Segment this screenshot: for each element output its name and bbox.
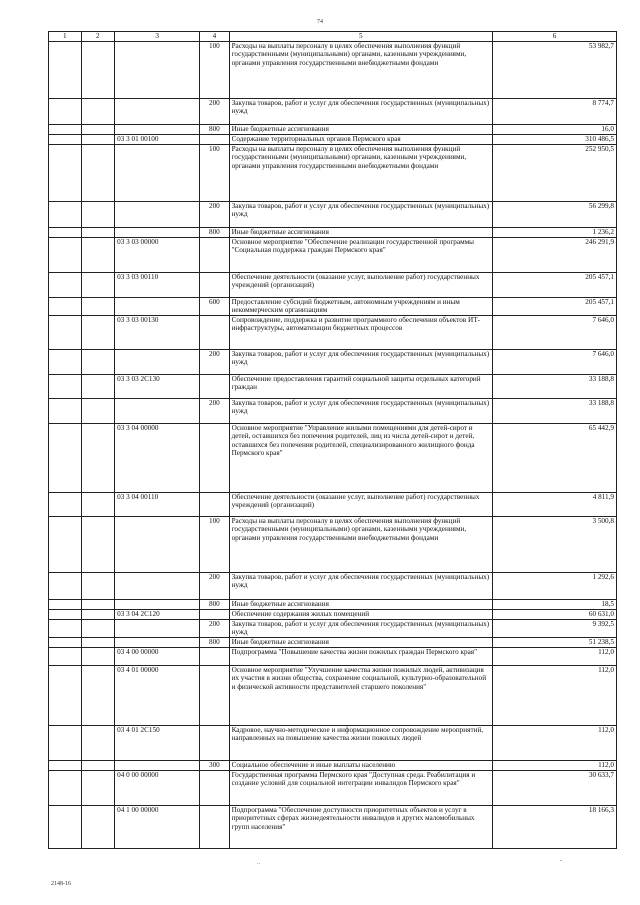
table-row xyxy=(49,805,617,848)
table-row xyxy=(49,600,617,610)
cell-name: Сопровождение, поддержка и развитие программного обеспечения объектов ИТ-инфраструктуры, автоматизации бюджетных процессов xyxy=(229,316,493,350)
cell-amount: 7 646,0 xyxy=(493,350,617,375)
cell-section xyxy=(49,493,82,517)
table-row xyxy=(49,238,617,273)
cell-amount: 1 292,6 xyxy=(493,573,617,600)
cell-subsection xyxy=(81,273,115,298)
cell-amount: 16,0 xyxy=(493,125,617,135)
table-row xyxy=(49,125,617,135)
table-row xyxy=(49,375,617,399)
cell-section xyxy=(49,99,82,125)
cell-subsection xyxy=(81,493,115,517)
table-row xyxy=(49,145,617,202)
cell-section xyxy=(49,135,82,145)
cell-section xyxy=(49,350,82,375)
cell-amount: 4 811,9 xyxy=(493,493,617,517)
cell-target-code: 04 0 00 00000 xyxy=(115,770,200,805)
table-row xyxy=(49,760,617,770)
cell-amount: 18,5 xyxy=(493,600,617,610)
cell-section xyxy=(49,399,82,424)
cell-amount: 1 236,2 xyxy=(493,228,617,238)
column-header: 6 xyxy=(493,32,617,42)
cell-subsection xyxy=(81,637,115,647)
cell-subsection xyxy=(81,145,115,202)
cell-expense-type: 200 xyxy=(200,350,229,375)
cell-name: Обеспечение предоставления гарантий социальной защиты отдельных категорий граждан xyxy=(229,375,493,399)
cell-name: Социальное обеспечение и иные выплаты населению xyxy=(229,760,493,770)
cell-subsection xyxy=(81,770,115,805)
cell-expense-type xyxy=(200,273,229,298)
cell-subsection xyxy=(81,610,115,620)
cell-name: Расходы на выплаты персоналу в целях обеспечения выполнения функций государственными (муниципальными) органами, казенными учреждениями, органами управления государственными внебюджетными фондами xyxy=(229,517,493,573)
cell-name: Иные бюджетные ассигнования xyxy=(229,228,493,238)
cell-amount: 112,0 xyxy=(493,647,617,665)
cell-section xyxy=(49,125,82,135)
column-header: 5 xyxy=(229,32,493,42)
cell-expense-type xyxy=(200,135,229,145)
cell-name: Иные бюджетные ассигнования xyxy=(229,600,493,610)
cell-name: Обеспечение содержания жилых помещений xyxy=(229,610,493,620)
cell-expense-type xyxy=(200,770,229,805)
table-row xyxy=(49,135,617,145)
cell-target-code: 03 3 04 00110 xyxy=(115,493,200,517)
table-row xyxy=(49,228,617,238)
table-row xyxy=(49,725,617,760)
cell-target-code: 04 1 00 00000 xyxy=(115,805,200,848)
cell-expense-type: 200 xyxy=(200,399,229,424)
table-row xyxy=(49,99,617,125)
cell-name: Основное мероприятие "Улучшение качества жизни пожилых людей, активизация их участия в жизни общества, сохранение социальной, культурно-образовательной и физической активности представителей старшего поколения" xyxy=(229,665,493,725)
cell-expense-type xyxy=(200,610,229,620)
cell-name: Закупка товаров, работ и услуг для обеспечения государственных (муниципальных) нужд xyxy=(229,399,493,424)
cell-name: Расходы на выплаты персоналу в целях обеспечения выполнения функций государственными (муниципальными) органами, казенными учреждениями, органами управления государственными внебюджетными фондами xyxy=(229,42,493,99)
table-row xyxy=(49,665,617,725)
cell-subsection xyxy=(81,760,115,770)
cell-expense-type: 800 xyxy=(200,637,229,647)
cell-name: Подпрограмма "Обеспечение доступности приоритетных объектов и услуг в приоритетных сферах жизнедеятельности инвалидов и других маломобильных групп населения" xyxy=(229,805,493,848)
cell-name: Закупка товаров, работ и услуг для обеспечения государственных (муниципальных) нужд xyxy=(229,573,493,600)
cell-subsection xyxy=(81,424,115,493)
page-number: 74 xyxy=(317,19,323,25)
cell-subsection xyxy=(81,135,115,145)
cell-name: Закупка товаров, работ и услуг для обеспечения государственных (муниципальных) нужд xyxy=(229,620,493,638)
cell-amount: 252 950,5 xyxy=(493,145,617,202)
cell-amount: 51 238,5 xyxy=(493,637,617,647)
cell-subsection xyxy=(81,805,115,848)
table-row xyxy=(49,517,617,573)
column-header: 2 xyxy=(81,32,115,42)
cell-expense-type: 200 xyxy=(200,573,229,600)
cell-section xyxy=(49,202,82,228)
cell-target-code xyxy=(115,42,200,99)
cell-target-code: 03 4 00 00000 xyxy=(115,647,200,665)
table-row xyxy=(49,610,617,620)
cell-expense-type: 800 xyxy=(200,600,229,610)
table-row xyxy=(49,770,617,805)
cell-section xyxy=(49,610,82,620)
cell-subsection xyxy=(81,647,115,665)
cell-expense-type xyxy=(200,725,229,760)
cell-amount: 112,0 xyxy=(493,760,617,770)
cell-target-code: 03 3 03 2С130 xyxy=(115,375,200,399)
cell-name: Иные бюджетные ассигнования xyxy=(229,125,493,135)
column-number-row xyxy=(49,32,617,42)
cell-target-code xyxy=(115,760,200,770)
cell-name: Иные бюджетные ассигнования xyxy=(229,637,493,647)
cell-expense-type: 100 xyxy=(200,517,229,573)
table-row xyxy=(49,273,617,298)
cell-subsection xyxy=(81,99,115,125)
cell-target-code: 03 3 01 00100 xyxy=(115,135,200,145)
cell-section xyxy=(49,424,82,493)
cell-subsection xyxy=(81,725,115,760)
cell-amount: 56 299,8 xyxy=(493,202,617,228)
cell-target-code: 03 4 01 2С150 xyxy=(115,725,200,760)
cell-amount: 112,0 xyxy=(493,725,617,760)
cell-name: Подпрограмма "Повышение качества жизни пожилых граждан Пермского края" xyxy=(229,647,493,665)
cell-expense-type: 100 xyxy=(200,42,229,99)
cell-section xyxy=(49,316,82,350)
cell-expense-type xyxy=(200,375,229,399)
cell-target-code: 03 4 01 00000 xyxy=(115,665,200,725)
cell-expense-type xyxy=(200,316,229,350)
cell-expense-type xyxy=(200,493,229,517)
cell-target-code xyxy=(115,600,200,610)
cell-expense-type xyxy=(200,647,229,665)
cell-target-code xyxy=(115,399,200,424)
cell-amount: 8 774,7 xyxy=(493,99,617,125)
cell-expense-type xyxy=(200,665,229,725)
cell-subsection xyxy=(81,202,115,228)
cell-expense-type xyxy=(200,805,229,848)
cell-target-code xyxy=(115,298,200,316)
cell-target-code xyxy=(115,145,200,202)
cell-expense-type: 800 xyxy=(200,125,229,135)
cell-target-code xyxy=(115,125,200,135)
cell-name: Обеспечение деятельности (оказание услуг, выполнение работ) государственных учреждений (организаций) xyxy=(229,273,493,298)
cell-amount: 18 166,3 xyxy=(493,805,617,848)
cell-amount: 60 631,0 xyxy=(493,610,617,620)
cell-amount: 112,0 xyxy=(493,665,617,725)
cell-expense-type: 200 xyxy=(200,620,229,638)
cell-section xyxy=(49,647,82,665)
table-row xyxy=(49,424,617,493)
cell-subsection xyxy=(81,298,115,316)
cell-expense-type xyxy=(200,424,229,493)
cell-section xyxy=(49,760,82,770)
cell-section xyxy=(49,573,82,600)
cell-target-code xyxy=(115,350,200,375)
cell-section xyxy=(49,725,82,760)
cell-subsection xyxy=(81,350,115,375)
cell-section xyxy=(49,238,82,273)
cell-amount: 7 646,0 xyxy=(493,316,617,350)
cell-target-code: 03 3 03 00110 xyxy=(115,273,200,298)
cell-subsection xyxy=(81,316,115,350)
table-row xyxy=(49,399,617,424)
cell-subsection xyxy=(81,228,115,238)
cell-amount: 205 457,1 xyxy=(493,273,617,298)
cell-subsection xyxy=(81,375,115,399)
cell-amount: 33 188,8 xyxy=(493,399,617,424)
column-header: 1 xyxy=(49,32,82,42)
cell-amount: 246 291,9 xyxy=(493,238,617,273)
cell-section xyxy=(49,298,82,316)
cell-expense-type xyxy=(200,238,229,273)
cell-expense-type: 200 xyxy=(200,99,229,125)
cell-name: Закупка товаров, работ и услуг для обеспечения государственных (муниципальных) нужд xyxy=(229,350,493,375)
table-row xyxy=(49,42,617,99)
cell-name: Государственная программа Пермского края "Доступная среда. Реабилитация и создание условий для социальной интеграции инвалидов Пермского края" xyxy=(229,770,493,805)
cell-section xyxy=(49,770,82,805)
cell-name: Расходы на выплаты персоналу в целях обеспечения выполнения функций государственными (муниципальными) органами, казенными учреждениями, органами управления государственными внебюджетными фондами xyxy=(229,145,493,202)
cell-amount: 65 442,9 xyxy=(493,424,617,493)
table-row xyxy=(49,202,617,228)
cell-amount: 205 457,1 xyxy=(493,298,617,316)
cell-name: Обеспечение деятельности (оказание услуг, выполнение работ) государственных учреждений (организаций) xyxy=(229,493,493,517)
cell-section xyxy=(49,42,82,99)
cell-amount: 53 982,7 xyxy=(493,42,617,99)
cell-name: Закупка товаров, работ и услуг для обеспечения государственных (муниципальных) нужд xyxy=(229,202,493,228)
column-header: 3 xyxy=(115,32,200,42)
cell-section xyxy=(49,665,82,725)
cell-expense-type: 300 xyxy=(200,760,229,770)
cell-amount: 9 392,5 xyxy=(493,620,617,638)
cell-target-code xyxy=(115,637,200,647)
cell-section xyxy=(49,620,82,638)
table-row xyxy=(49,620,617,638)
cell-subsection xyxy=(81,600,115,610)
cell-target-code xyxy=(115,228,200,238)
cell-section xyxy=(49,637,82,647)
cell-name: Содержание территориальных органов Пермского края xyxy=(229,135,493,145)
cell-section xyxy=(49,517,82,573)
cell-section xyxy=(49,600,82,610)
cell-amount: 33 188,8 xyxy=(493,375,617,399)
cell-subsection xyxy=(81,665,115,725)
table-row xyxy=(49,298,617,316)
cell-name: Основное мероприятие "Обеспечение реализации государственной программы "Социальная поддержка граждан Пермского края" xyxy=(229,238,493,273)
cell-expense-type: 100 xyxy=(200,145,229,202)
cell-target-code xyxy=(115,620,200,638)
cell-section xyxy=(49,228,82,238)
cell-subsection xyxy=(81,238,115,273)
cell-subsection xyxy=(81,125,115,135)
cell-section xyxy=(49,805,82,848)
cell-subsection xyxy=(81,42,115,99)
cell-expense-type: 600 xyxy=(200,298,229,316)
budget-table xyxy=(48,31,617,849)
cell-section xyxy=(49,273,82,298)
cell-target-code xyxy=(115,99,200,125)
cell-subsection xyxy=(81,573,115,600)
cell-target-code xyxy=(115,573,200,600)
table-row xyxy=(49,316,617,350)
cell-target-code: 03 3 03 00130 xyxy=(115,316,200,350)
cell-name: Кадровое, научно-методическое и информационное сопровождение мероприятий, направленных на повышение качества жизни пожилых людей xyxy=(229,725,493,760)
table-row xyxy=(49,350,617,375)
cell-name: Основное мероприятие "Управление жилыми помещениями для детей-сирот и детей, оставшихся без попечения родителей, лиц из числа детей-сирот и детей, оставшихся без попечения родителей, специализированного жилищного фонда Пермского края" xyxy=(229,424,493,493)
cell-amount: 310 486,5 xyxy=(493,135,617,145)
cell-subsection xyxy=(81,620,115,638)
table-row xyxy=(49,637,617,647)
cell-expense-type: 200 xyxy=(200,202,229,228)
cell-amount: 3 500,8 xyxy=(493,517,617,573)
cell-target-code xyxy=(115,202,200,228)
cell-target-code: 03 3 04 00000 xyxy=(115,424,200,493)
document-id: 2148-16 xyxy=(51,881,71,887)
cell-expense-type: 800 xyxy=(200,228,229,238)
table-row xyxy=(49,493,617,517)
cell-target-code: 03 3 03 00000 xyxy=(115,238,200,273)
stray-mark: - xyxy=(560,858,562,864)
cell-section xyxy=(49,375,82,399)
cell-name: Предоставление субсидий бюджетным, автономным учреждениям и иным некоммерческим организациям xyxy=(229,298,493,316)
cell-name: Закупка товаров, работ и услуг для обеспечения государственных (муниципальных) нужд xyxy=(229,99,493,125)
stray-mark: .. xyxy=(257,860,260,866)
cell-subsection xyxy=(81,399,115,424)
table-row xyxy=(49,647,617,665)
cell-section xyxy=(49,145,82,202)
table-row xyxy=(49,573,617,600)
cell-subsection xyxy=(81,517,115,573)
cell-amount: 30 633,7 xyxy=(493,770,617,805)
cell-target-code: 03 3 04 2С120 xyxy=(115,610,200,620)
cell-target-code xyxy=(115,517,200,573)
column-header: 4 xyxy=(200,32,229,42)
